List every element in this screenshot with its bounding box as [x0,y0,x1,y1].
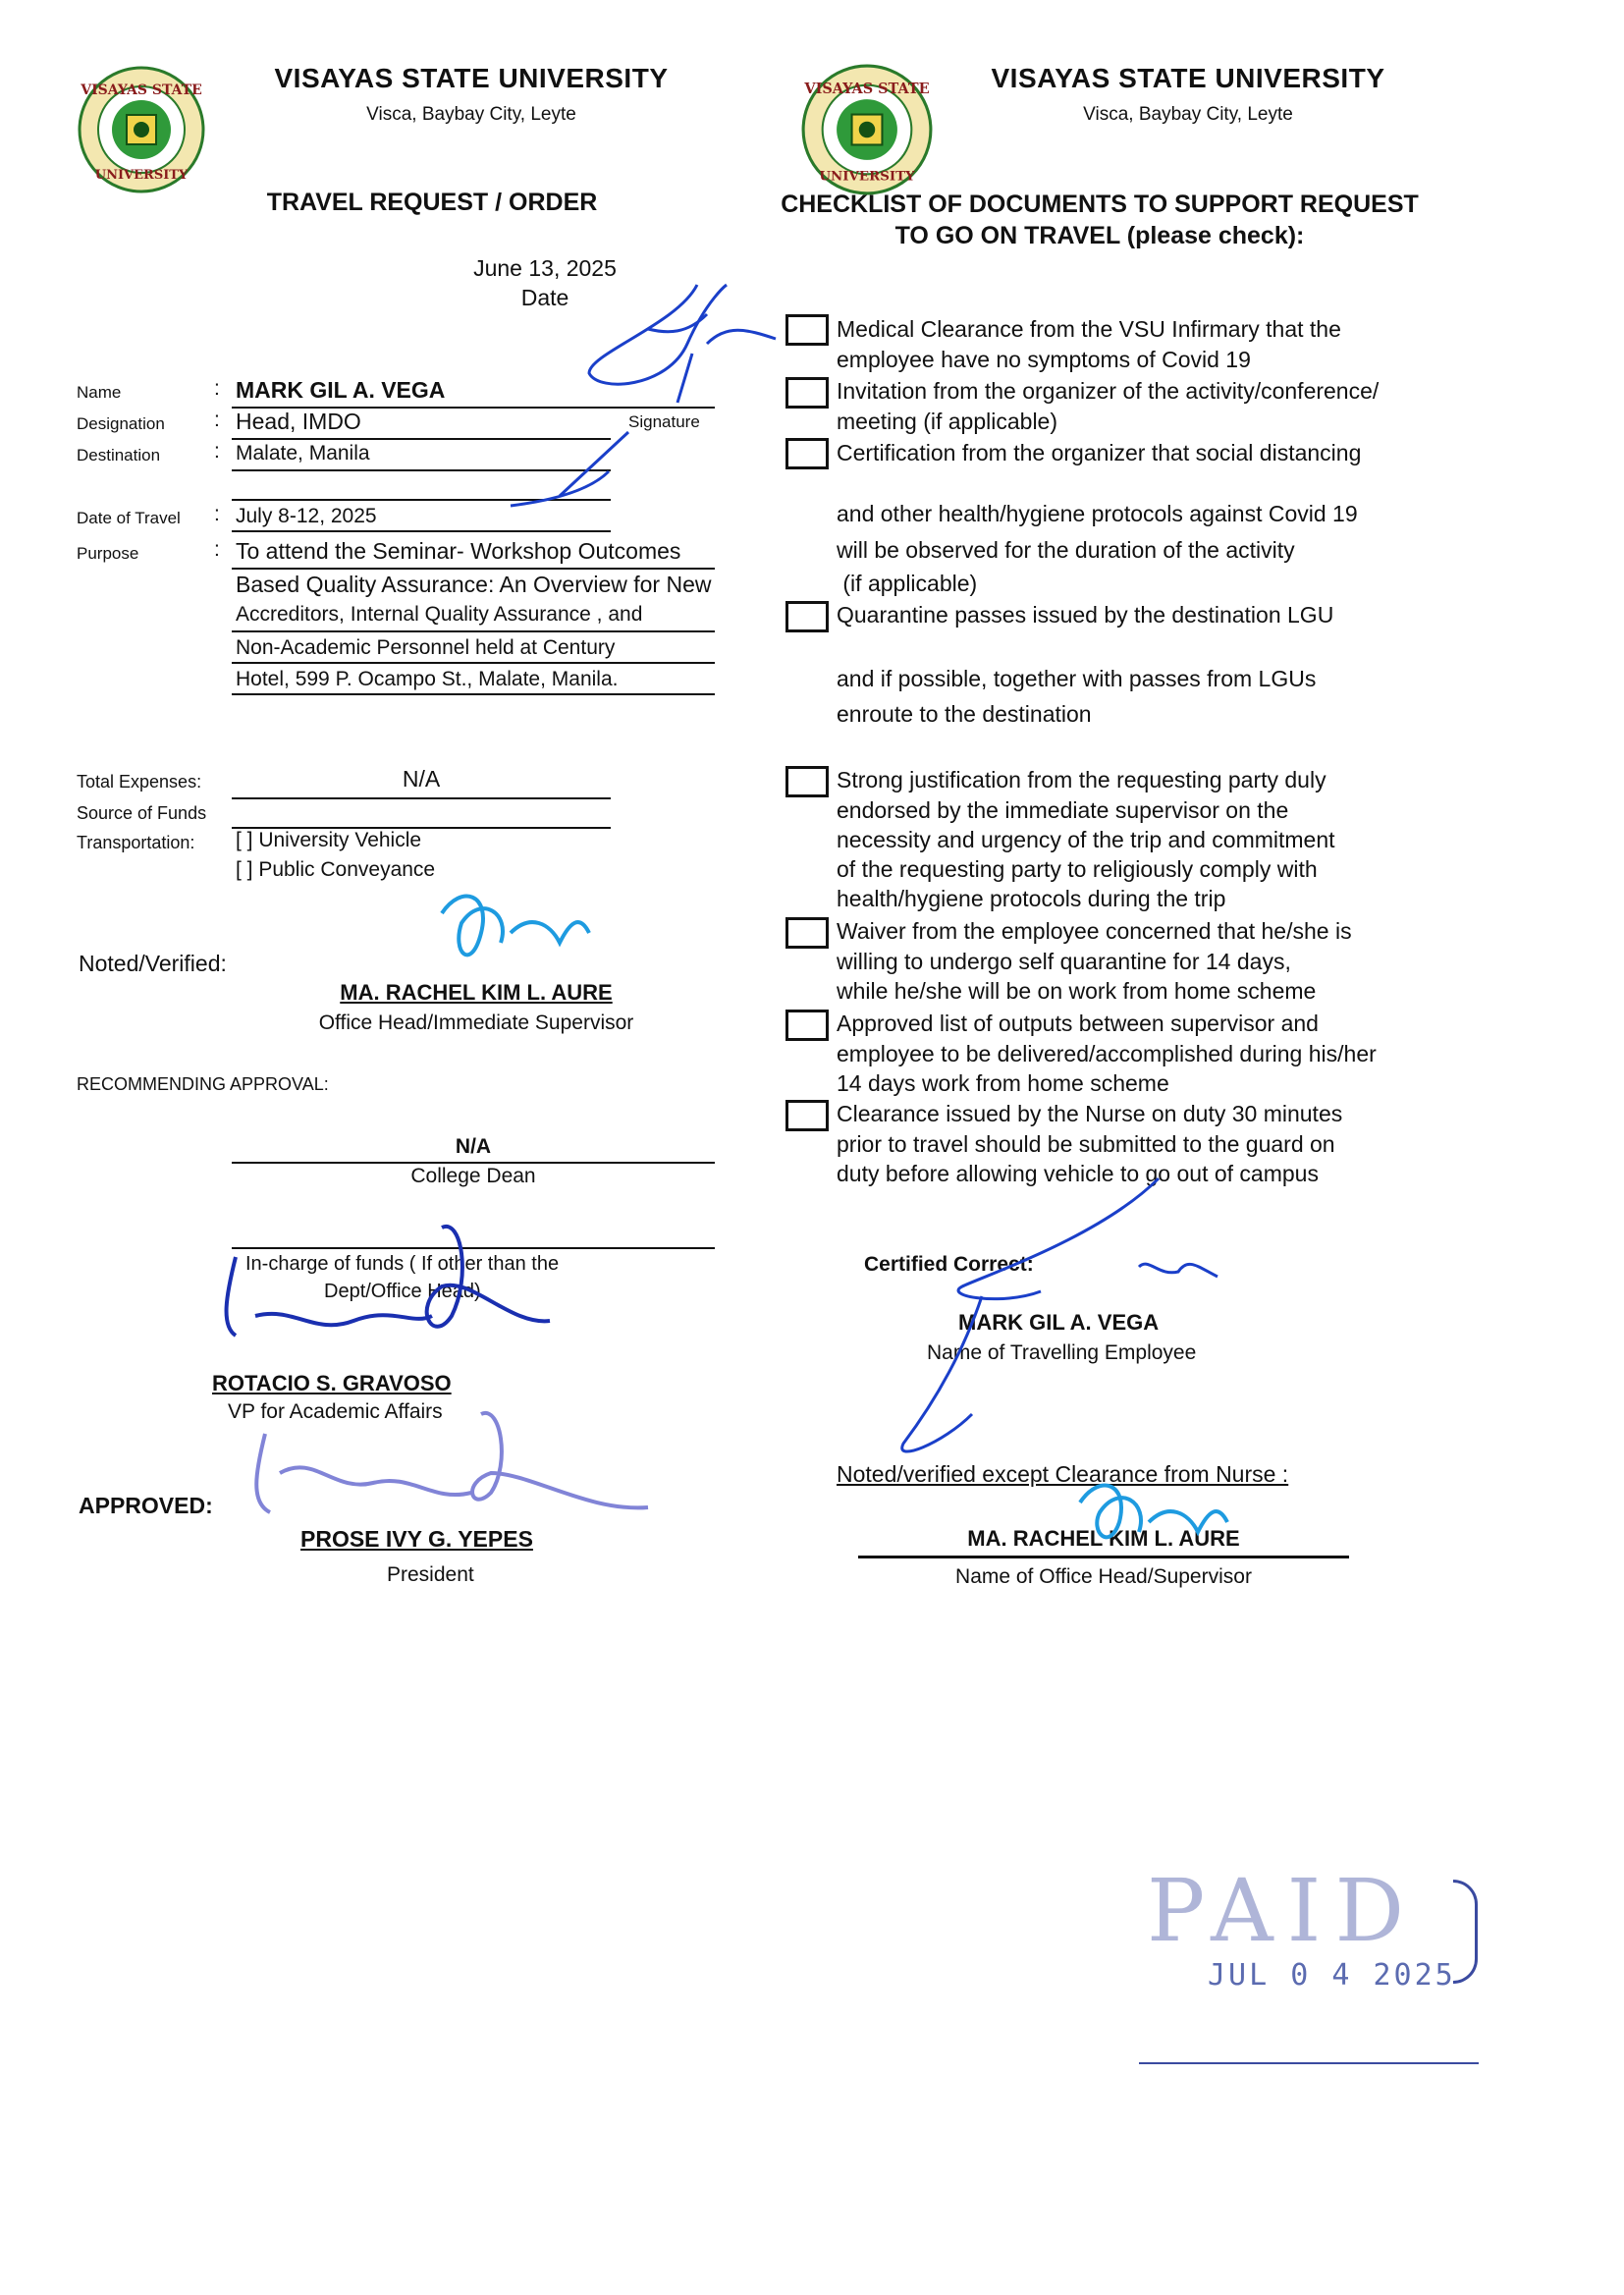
checkbox-nurse-clearance[interactable] [785,1100,829,1131]
transportation-label: Transportation: [77,833,195,852]
form-title: TRAVEL REQUEST / ORDER [266,189,598,216]
checklist-item-outputs-3: 14 days work from home scheme [837,1070,1169,1096]
purpose-line-1: To attend the Seminar- Workshop Outcomes [236,538,681,564]
purpose-line-5: Hotel, 599 P. Ocampo St., Malate, Manila. [236,668,619,690]
checklist-item-quarantine-3: and if possible, together with passes from LGUs [837,666,1317,691]
checklist-item-justification-4: of the requesting party to religiously comply with [837,856,1318,882]
svg-text:UNIVERSITY: UNIVERSITY [94,168,189,183]
checklist-item-outputs-1: Approved list of outputs between supervisor and [837,1011,1319,1036]
dean-title: College Dean [410,1165,536,1187]
travel-date-value: July 8-12, 2025 [236,505,377,527]
dean-underline [232,1162,715,1164]
left-university-address: Visca, Baybay City, Leyte [366,104,576,125]
certified-correct-label: Certified Correct: [864,1253,1034,1276]
svg-text:VISAYAS STATE: VISAYAS STATE [804,80,930,97]
right-seal [800,63,934,196]
checklist-title-line1: CHECKLIST OF DOCUMENTS TO SUPPORT REQUEST [781,191,1419,218]
purpose-colon: : [214,538,220,561]
purpose-underline-4 [232,662,715,664]
paid-stamp-word: PAID [1147,1860,1418,1961]
name-label: Name [77,383,122,402]
checklist-item-quarantine-1: Quarantine passes issued by the destination LGU [837,602,1334,628]
transport-option-public-conveyance[interactable]: [ ] Public Conveyance [236,858,436,881]
checklist-item-certification-3: and other health/hygiene protocols against Covid 19 [837,501,1358,526]
checkbox-waiver[interactable] [785,917,829,949]
president-title: President [387,1563,474,1586]
designation-underline [232,438,611,440]
noted-verified-label: Noted/Verified: [79,951,227,976]
purpose-underline-1 [232,568,715,570]
transport-option-university-vehicle[interactable]: [ ] University Vehicle [236,829,422,851]
purpose-line-2: Based Quality Assurance: An Overview for New [236,572,712,597]
requester-signature [511,285,727,506]
designation-value: Head, IMDO [236,409,361,434]
checklist-item-invitation-2: meeting (if applicable) [837,409,1058,434]
checklist-item-nurse-2: prior to travel should be submitted to the guard on [837,1131,1335,1157]
funds-incharge-underline [232,1247,715,1249]
svg-text:VISAYAS STATE: VISAYAS STATE [81,82,202,98]
source-of-funds-label: Source of Funds [77,803,207,823]
destination-underline-2 [232,499,611,501]
checklist-item-certification-4: will be observed for the duration of the activity [837,537,1295,563]
certified-employee-title: Name of Travelling Employee [927,1341,1197,1364]
approved-label: APPROVED: [79,1493,213,1518]
purpose-line-4: Non-Academic Personnel held at Century [236,636,616,659]
checklist-item-invitation-1: Invitation from the organizer of the activity/conference/ [837,378,1380,404]
checkbox-invitation[interactable] [785,377,829,409]
checkbox-approved-outputs[interactable] [785,1010,829,1041]
travel-date-colon: : [214,503,220,525]
checklist-item-justification-2: endorsed by the immediate supervisor on the [837,797,1289,823]
checklist-item-certification-5: (if applicable) [837,571,978,596]
purpose-line-3: Accreditors, Internal Quality Assurance , and [236,603,643,626]
checklist-item-outputs-2: employee to be delivered/accomplished during his/her [837,1041,1377,1066]
noted-supervisor-title: Office Head/Immediate Supervisor [318,1011,634,1034]
supervisor-signature [442,897,589,956]
name-value: MARK GIL A. VEGA [236,377,446,403]
vp-title: VP for Academic Affairs [228,1400,443,1423]
noted-except-nurse: Noted/verified except Clearance from Nurse : [837,1461,1289,1487]
checkbox-strong-justification[interactable] [785,766,829,797]
checkbox-medical-clearance[interactable] [785,314,829,346]
office-head-title: Name of Office Head/Supervisor [955,1565,1252,1588]
name-colon: : [214,377,220,400]
certified-employee-name: MARK GIL A. VEGA [958,1310,1160,1335]
purpose-label: Purpose [77,544,139,563]
checkbox-quarantine-passes[interactable] [785,601,829,632]
office-head-underline [858,1556,1349,1558]
travel-date-label: Date of Travel [77,509,181,527]
total-expenses-underline [232,797,611,799]
checklist-item-nurse-3: duty before allowing vehicle to go out of campus [837,1161,1319,1186]
checklist-item-waiver-1: Waiver from the employee concerned that he/she is [837,918,1352,944]
funds-incharge-line1: In-charge of funds ( If other than the [245,1253,560,1275]
checklist-item-certification-1: Certification from the organizer that social distancing [837,440,1362,465]
vp-name: ROTACIO S. GRAVOSO [212,1371,452,1395]
checklist-item-justification-1: Strong justification from the requesting party duly [837,767,1326,792]
checklist-item-justification-5: health/hygiene protocols during the trip [837,886,1226,911]
total-expenses-value: N/A [402,766,441,792]
request-date: June 13, 2025 [473,255,617,281]
designation-label: Designation [77,414,165,433]
destination-value: Malate, Manila [236,442,370,464]
svg-text:UNIVERSITY: UNIVERSITY [819,168,915,185]
checklist-item-justification-3: necessity and urgency of the trip and commitment [837,827,1335,852]
purpose-underline-5 [232,693,715,695]
destination-label: Destination [77,446,161,464]
funds-incharge-line2: Dept/Office Head) [324,1281,481,1302]
checklist-item-waiver-3: while he/she will be on work from home scheme [837,978,1317,1004]
right-university-address: Visca, Baybay City, Leyte [1083,104,1293,125]
dean-name: N/A [455,1135,492,1158]
right-university-name: VISAYAS STATE UNIVERSITY [991,63,1385,93]
stamp-underline [1139,2062,1479,2064]
checklist-title-line2: TO GO ON TRAVEL (please check): [894,222,1305,249]
checklist-item-medical-2: employee have no symptoms of Covid 19 [837,347,1251,372]
checklist-item-medical-1: Medical Clearance from the VSU Infirmary that the [837,316,1341,342]
checklist-item-nurse-1: Clearance issued by the Nurse on duty 30 minutes [837,1101,1343,1126]
president-signature [256,1413,648,1512]
designation-colon: : [214,409,220,431]
total-expenses-label: Total Expenses: [77,772,202,792]
checkbox-certification[interactable] [785,438,829,469]
checklist-item-waiver-2: willing to undergo self quarantine for 14 days, [837,949,1291,974]
paid-stamp-date: JUL 0 4 2025 [1208,1958,1456,1993]
noted-supervisor-name: MA. RACHEL KIM L. AURE [340,980,613,1005]
left-seal [77,65,206,194]
purpose-underline-3 [232,630,715,632]
recommending-approval-label: RECOMMENDING APPROVAL: [77,1074,329,1094]
checklist-item-quarantine-4: enroute to the destination [837,701,1092,727]
destination-colon: : [214,440,220,463]
left-university-name: VISAYAS STATE UNIVERSITY [274,63,669,93]
office-head-name: MA. RACHEL KIM L. AURE [967,1526,1240,1551]
signature-label: Signature [628,412,700,431]
paid-stamp [1137,1860,1490,2047]
date-label: Date [520,285,569,310]
travel-date-underline [232,530,611,532]
destination-underline [232,469,611,471]
president-name: PROSE IVY G. YEPES [300,1526,533,1552]
